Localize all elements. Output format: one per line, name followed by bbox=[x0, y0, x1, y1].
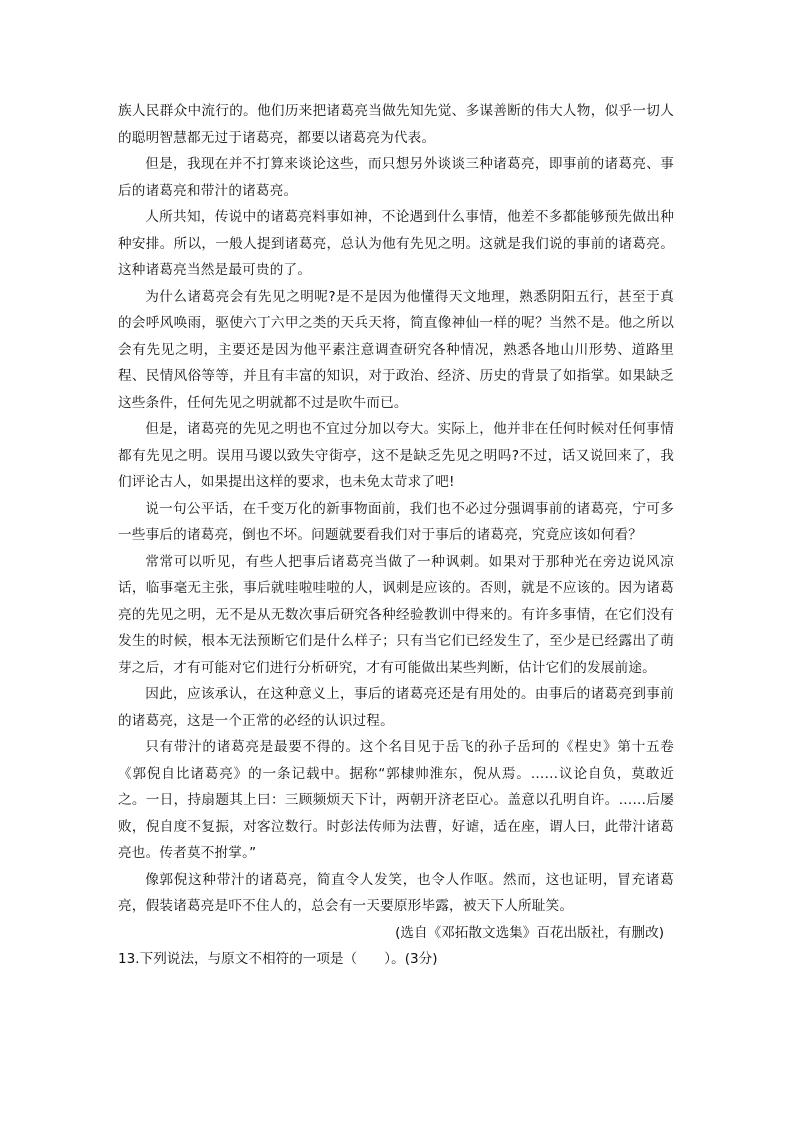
question-13: 13.下列说法，与原文不相符的一项是（ ）。(3分) bbox=[118, 951, 438, 967]
paragraph-5: 但是，诸葛亮的先见之明也不宜过分加以夸大。实际上，他并非在任何时候对任何事情都有先见之明。误用马谡以致失守街亭，这不是缺乏先见之明吗?不过，话又说回来了，我们评论古人，如果提出这样的要求，也未免太苛求了吧! bbox=[118, 421, 674, 490]
paragraph-3: 人所共知，传说中的诸葛亮料事如神，不论遇到什么事情，他差不多都能够预先做出种种安排。所以，一般人提到诸葛亮，总认为他有先见之明。这就是我们说的事前的诸葛亮。这种诸葛亮当然是最可贵的了。 bbox=[118, 209, 674, 278]
source-citation: (选自《邓拓散文选集》百花出版社，有删改) bbox=[395, 924, 664, 941]
paragraph-10: 像郭倪这种带汁的诸葛亮，简直令人发笑，也令人作呕。然而，这也证明，冒充诸葛亮，假装诸葛亮是吓不住人的，总会有一天要原形毕露，被天下人所耻笑。 bbox=[118, 871, 674, 914]
paragraph-6: 说一句公平话，在千变万化的新事物面前，我们也不必过分强调事前的诸葛亮，宁可多一些事后的诸葛亮，倒也不坏。问题就要看我们对于事后的诸葛亮，究竟应该如何看？ bbox=[118, 500, 674, 543]
paragraph-7: 常常可以听见，有些人把事后诸葛亮当做了一种讽刺。如果对于那种光在旁边说风凉话，临事毫无主张，事后就哇啦哇啦的人，讽刺是应该的。否则，就是不应该的。因为诸葛亮的先见之明，无不是从无数次事后研究各种经验教训中得来的。有许多事情，在它们没有发生的时候，根本无法预断它们是什么样子；只有当它们已经发生了，至少是已经露出了萌芽之后，才有可能对它们进行分析研究，才有可能做出某些判断，估计它们的发展前途。 bbox=[118, 553, 674, 676]
paragraph-8: 因此，应该承认，在这种意义上，事后的诸葛亮还是有用处的。由事后的诸葛亮到事前的诸葛亮，这是一个正常的必经的认识过程。 bbox=[118, 686, 674, 729]
paragraph-1: 族人民群众中流行的。他们历来把诸葛亮当做先知先觉、多谋善断的伟大人物，似乎一切人的聪明智慧都无过于诸葛亮，都要以诸葛亮为代表。 bbox=[118, 103, 674, 146]
paragraph-2: 但是，我现在并不打算来谈论这些，而只想另外谈谈三种诸葛亮，即事前的诸葛亮、事后的诸葛亮和带汁的诸葛亮。 bbox=[118, 156, 674, 199]
paragraph-9: 只有带汁的诸葛亮是最要不得的。这个名目见于岳飞的孙子岳珂的《桯史》第十五卷《郭倪自比诸葛亮》的一条记载中。据称“郭棣帅淮东，倪从焉。……议论自负，莫敢近之。一日，持扇题其上曰：三顾频烦天下计，两朝开济老臣心。盖意以孔明自许。……后屡败，倪自度不复振，对客泣数行。时彭法传师为法曹，好谑，适在座，谓人曰，此带汁诸葛亮也。传者莫不拊掌。” bbox=[118, 739, 674, 861]
document-page bbox=[118, 98, 674, 973]
paragraph-4: 为什么诸葛亮会有先见之明呢?是不是因为他懂得天文地理，熟悉阴阳五行，甚至于真的会呼风唤雨，驱使六丁六甲之类的天兵天将，简直像神仙一样的呢？当然不是。他之所以会有先见之明，主要还是因为他平素注意调查研究各种情况，熟悉各地山川形势、道路里程、民情风俗等等，并且有丰富的知识，对于政治、经济、历史的背景了如指掌。如果缺乏这些条件，任何先见之明就都不过是吹牛而已。 bbox=[118, 288, 674, 411]
